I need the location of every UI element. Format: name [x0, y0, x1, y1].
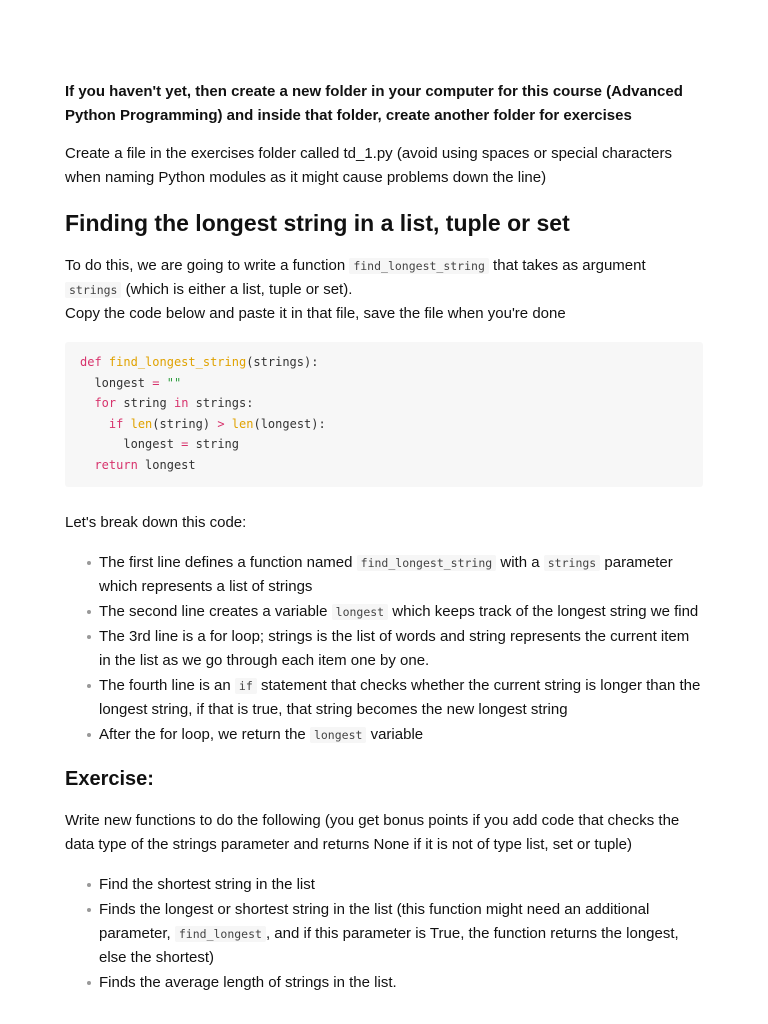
inline-code-longest: longest [332, 604, 388, 620]
code-line-4: if len(string) > len(longest): [108, 416, 326, 431]
function-description-text-a: To do this, we are going to write a function [65, 257, 350, 274]
copy-instruction: Copy the code below and paste it in that file, save the file when you're done [65, 305, 566, 322]
intro-file-instruction: Create a file in the exercises folder called td_1.py (avoid using spaces or special characters when naming Python modules as it might cause problems down the line) [65, 145, 672, 186]
function-description-text-b: that takes as argument [488, 257, 646, 274]
inline-code-strings: strings [544, 555, 600, 571]
inline-code-strings: strings [65, 282, 121, 298]
function-description-text-c: (which is either a list, tuple or set). [121, 281, 353, 298]
exercise-intro: Write new functions to do the following (you get bonus points if you add code that checks the data type of the strings parameter and returns None if it is not of type list, set or tuple) [65, 812, 680, 853]
list-item: Find the shortest string in the list [99, 873, 703, 897]
intro-instruction: If you haven't yet, then create a new folder in your computer for this course (Advanced Python Programming) and inside that folder, create another folder for exercises [65, 83, 683, 124]
list-item: After the for loop, we return the longest variable [99, 723, 703, 747]
code-line-5: longest = string [123, 437, 239, 451]
list-item: The first line defines a function named find_longest_string with a strings parameter which represents a list of strings [99, 551, 703, 599]
breakdown-intro: Let's break down this code: [65, 514, 247, 531]
section-title-exercise: Exercise: [65, 768, 154, 790]
code-line-2: longest = "" [94, 375, 182, 390]
code-block[interactable] [65, 342, 703, 487]
list-item: The fourth line is an if statement that checks whether the current string is longer than the longest string, if that is true, that string becomes the new longest string [99, 674, 703, 722]
section-title-longest-string: Finding the longest string in a list, tuple or set [65, 210, 570, 236]
list-item: The 3rd line is a for loop; strings is the list of words and string represents the current item in the list as we go through each item one by one. [99, 625, 703, 673]
list-item: Finds the average length of strings in the list. [99, 971, 703, 995]
inline-code-longest: longest [310, 727, 366, 743]
inline-code-function-name: find_longest_string [349, 258, 489, 274]
inline-code-function-name: find_longest_string [357, 555, 497, 571]
breakdown-list [65, 551, 703, 747]
inline-code-if: if [235, 678, 257, 694]
exercise-list [65, 873, 703, 995]
code-line-3: for string in strings: [94, 396, 254, 410]
function-description [65, 254, 703, 302]
list-item: The second line creates a variable longest which keeps track of the longest string we find [99, 600, 703, 624]
code-line-1: def find_longest_string(strings): [80, 355, 319, 369]
list-item: Finds the longest or shortest string in the list (this function might need an additional parameter, find_longest , and if this parameter is True, the function returns the longest, else the shortest) [99, 898, 703, 970]
inline-code-find-longest: find_longest [175, 926, 266, 942]
code-line-6: return longest [94, 457, 196, 472]
